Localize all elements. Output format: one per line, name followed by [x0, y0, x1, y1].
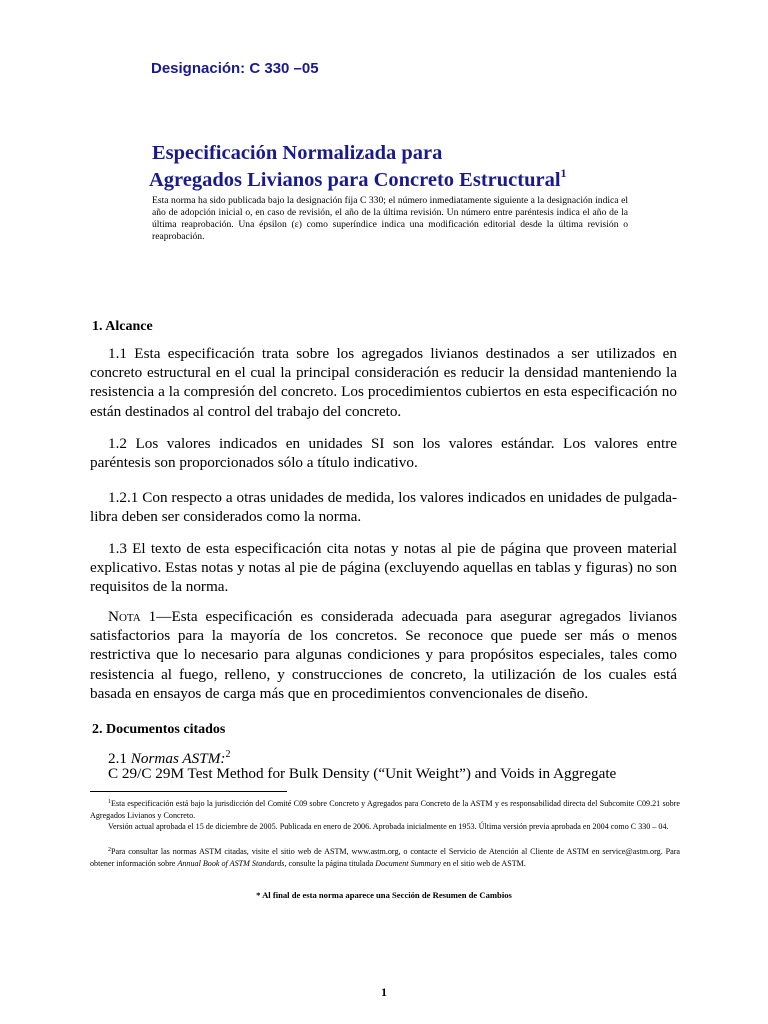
footnote-rule: [90, 791, 287, 792]
footnote-2: [90, 845, 680, 869]
paragraph-1-3-text: 1.3 El texto de esta especificación cita notas y notas al pie de página que proveen material explicativo. Estas notas y notas al pie de página (excluyendo aquellas en tablas y figuras) no son requisitos de la norma.: [90, 540, 677, 596]
annual-book-title: Annual Book of ASTM Standards: [177, 858, 285, 868]
designation: Designación: C 330 –05: [151, 60, 319, 77]
note-text: 1—Esta especificación es considerada adecuada para asegurar agregados livianos satisfactorios para la mayoría de los concretos. Se reconoce que puede ser más o menos restrictiva que lo necesario para algunas condiciones y para propósitos especiales, tales como resistencia al fuego, relleno, y construcciones de concreto, la utilización de los cuales está basada en ensayos de carga más que en procedimientos convencionales de diseño.: [90, 608, 677, 702]
footnote-2-mark: 2: [225, 749, 231, 760]
title-line-1: Especificación Normalizada para: [152, 142, 443, 164]
paragraph-1-2-text: 1.2 Los valores indicados en unidades SI son los valores estándar. Los valores entre paréntesis son proporcionados sólo a título indicativo.: [90, 435, 677, 472]
normas-astm-label: Normas ASTM:: [130, 750, 226, 767]
paragraph-1-2-1: [90, 488, 677, 526]
paragraph-1-1-text: 1.1 Esta especificación trata sobre los agregados livianos destinados a ser utilizados en concreto estructural en el cual la principal consideración es reducir la densidad manteniendo la resistencia a la compresión del concreto. Los procedimientos cubiertos en esta especificación no están destinados al control del trabajo del concreto.: [90, 345, 677, 420]
footnote-1-text: Esta especificación está bajo la jurisdicción del Comité C09 sobre Concreto y Agregados para Concreto de la ASTM y es responsabilidad directa del Subcomite C09.21 sobre Agregados Livianos y Concreto.: [90, 799, 680, 820]
footnote-1-version-text: Versión actual aprobada el 15 de diciembre de 2005. Publicada en enero de 2006. Aprobada inicialmente en 1953. Última versión previa aprobada en 2004 como C 330 – 04.: [108, 822, 669, 831]
footnote-1-mark: 1: [108, 799, 111, 805]
paragraph-1-3: [90, 539, 677, 597]
intro-text: Esta norma ha sido publicada bajo la designación fija C 330; el número inmediatamente siguiente a la designación indica el año de adopción inicial o, en caso de revisión, el año de la última revisión. Un número entre paréntesis indica el año de la última reaprobación. Una épsilon (ε) como superíndice indica una modificación editorial desde la última revisión o reaprobación.: [152, 195, 628, 242]
paragraph-1-2: [90, 434, 677, 472]
section-1-heading: 1. Alcance: [92, 319, 153, 334]
footnote-2-text-c: en el sitio web de ASTM.: [441, 858, 526, 868]
paragraph-1-1: [90, 344, 677, 421]
footnote-2-number: 2: [108, 847, 111, 853]
intro-paragraph: [152, 195, 628, 243]
footnote-1: [90, 797, 680, 821]
document-summary-title: Document Summary: [375, 858, 442, 868]
title-footnote-mark: 1: [560, 166, 567, 180]
title-text: Agregados Livianos para Concreto Estructural: [149, 169, 561, 191]
paragraph-1-2-1-text: 1.2.1 Con respecto a otras unidades de medida, los valores indicados en unidades de pulgada-libra deben ser considerados como la norma.: [90, 489, 677, 526]
section-2-heading: 2. Documentos citados: [92, 722, 226, 737]
standard-c29: C 29/C 29M Test Method for Bulk Density (“Unit Weight”) and Voids in Aggregate: [108, 765, 617, 782]
title-line-2: [149, 166, 567, 192]
footnote-1-version: [90, 821, 680, 833]
paragraph-2-1-number: 2.1: [108, 750, 131, 767]
footnote-2-text-b: , consulte la página titulada: [284, 858, 376, 868]
page-number: 1: [381, 985, 387, 999]
footnote-2-text-a: Para consultar las normas ASTM citadas, visite el sitio web de ASTM, www.astm.org, o contacte el Servicio de Atención al Cliente de ASTM en service@astm.org. Para obtener información sobre: [90, 847, 680, 868]
changes-notice: * Al final de esta norma aparece una Sección de Resumen de Cambios: [256, 890, 512, 900]
note-label: Nota: [108, 608, 141, 625]
note-1: [90, 607, 677, 703]
